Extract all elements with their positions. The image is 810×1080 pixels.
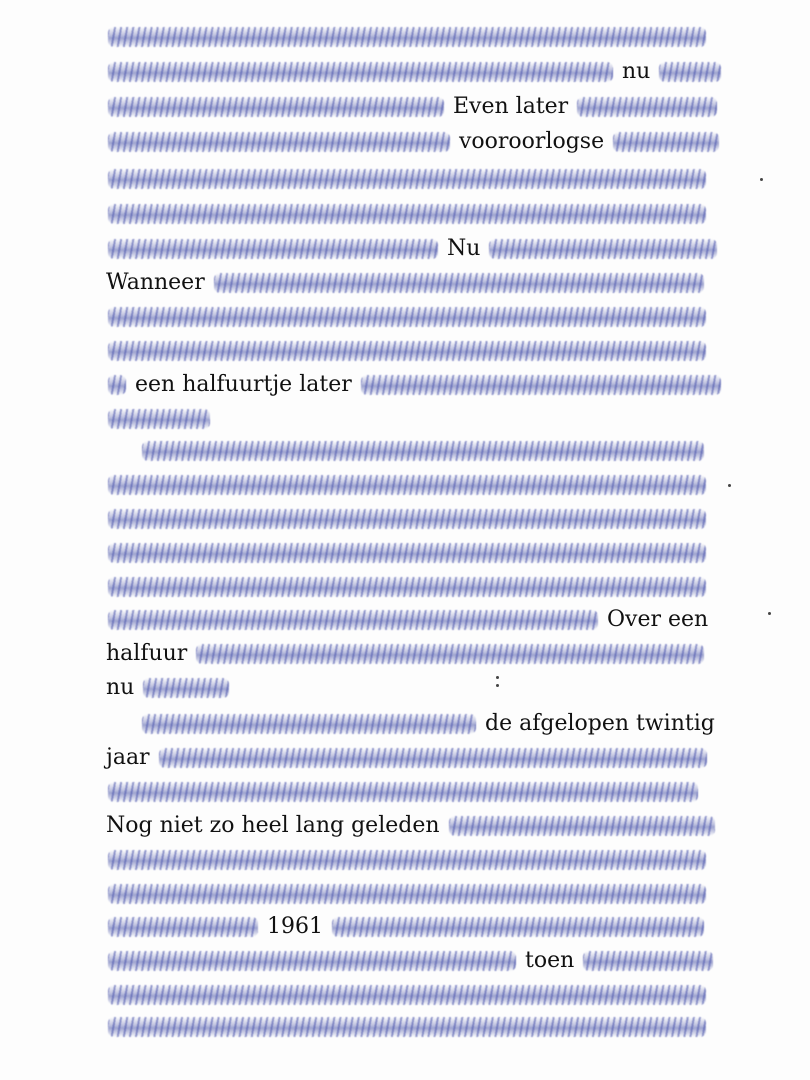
text-line bbox=[106, 603, 708, 637]
speck bbox=[496, 684, 499, 687]
blotted-text bbox=[449, 816, 715, 836]
blotted-text bbox=[577, 97, 717, 117]
blotted-text bbox=[659, 62, 721, 82]
text-line bbox=[106, 125, 721, 159]
blotted-text bbox=[108, 62, 613, 82]
text-line bbox=[106, 944, 715, 978]
blotted-text bbox=[332, 917, 704, 937]
blotted-text bbox=[108, 850, 706, 870]
visible-word: Nu bbox=[447, 236, 481, 261]
blotted-text bbox=[108, 1017, 706, 1037]
blotted-text bbox=[108, 341, 706, 361]
text-line bbox=[106, 502, 708, 536]
visible-word: jaar bbox=[106, 745, 150, 770]
blotted-text bbox=[108, 239, 438, 259]
blotted-text bbox=[108, 375, 126, 395]
speck bbox=[728, 484, 731, 487]
visible-word: halfuur bbox=[106, 641, 188, 666]
text-line bbox=[106, 334, 708, 368]
text-line bbox=[106, 741, 709, 775]
text-line bbox=[106, 877, 708, 911]
visible-word: toen bbox=[525, 948, 575, 973]
text-line bbox=[140, 434, 706, 468]
speck bbox=[768, 612, 771, 615]
blotted-text bbox=[108, 307, 706, 327]
blotted-text bbox=[108, 610, 598, 630]
text-line bbox=[106, 536, 708, 570]
blotted-text bbox=[214, 273, 704, 293]
blotted-text bbox=[108, 409, 210, 429]
text-line bbox=[106, 20, 708, 54]
blotted-text bbox=[108, 509, 706, 529]
blotted-text bbox=[108, 543, 706, 563]
text-line bbox=[106, 266, 706, 300]
blotted-text bbox=[143, 678, 229, 698]
blotted-text bbox=[108, 169, 706, 189]
text-line bbox=[106, 162, 708, 196]
text-line bbox=[106, 232, 719, 266]
blotted-text bbox=[361, 375, 721, 395]
blotted-text bbox=[108, 27, 706, 47]
text-line bbox=[106, 671, 231, 705]
visible-word: nu bbox=[622, 59, 651, 84]
text-line bbox=[106, 300, 708, 334]
text-line bbox=[106, 978, 708, 1012]
visible-word: Nog niet zo heel lang geleden bbox=[106, 813, 440, 838]
text-line bbox=[106, 90, 719, 124]
visible-word: nu bbox=[106, 675, 135, 700]
blotted-text bbox=[108, 917, 258, 937]
text-line bbox=[106, 775, 700, 809]
blotted-text bbox=[613, 132, 719, 152]
blotted-text bbox=[108, 204, 706, 224]
text-line bbox=[106, 1010, 708, 1044]
blotted-text bbox=[142, 714, 476, 734]
text-line bbox=[140, 707, 715, 741]
blotted-text bbox=[583, 951, 713, 971]
speck bbox=[496, 676, 499, 679]
blotted-text bbox=[108, 475, 706, 495]
blotted-text bbox=[108, 577, 706, 597]
visible-word: Even later bbox=[453, 94, 569, 119]
blotted-text bbox=[196, 644, 704, 664]
text-line bbox=[106, 468, 708, 502]
visible-word: Over een bbox=[607, 607, 709, 632]
text-line bbox=[106, 368, 723, 402]
blotted-text bbox=[108, 884, 706, 904]
visible-word: vooroorlogse bbox=[459, 129, 605, 154]
text-line bbox=[106, 55, 723, 89]
blotted-text bbox=[489, 239, 717, 259]
visible-word: 1961 bbox=[267, 914, 323, 939]
blotted-text bbox=[108, 951, 516, 971]
blotted-text bbox=[159, 748, 707, 768]
text-line bbox=[106, 910, 706, 944]
text-line bbox=[106, 637, 706, 671]
speck bbox=[760, 178, 763, 181]
text-line bbox=[106, 570, 708, 604]
text-line bbox=[106, 402, 212, 436]
text-line bbox=[106, 809, 717, 843]
blotted-text bbox=[108, 782, 698, 802]
visible-word: een halfuurtje later bbox=[135, 372, 352, 397]
blotted-text bbox=[142, 441, 704, 461]
blotted-text bbox=[108, 985, 706, 1005]
blotted-text bbox=[108, 132, 450, 152]
blotted-text bbox=[108, 97, 444, 117]
visible-word: de afgelopen twintig bbox=[485, 711, 715, 736]
visible-word: Wanneer bbox=[106, 270, 205, 295]
text-line bbox=[106, 197, 708, 231]
text-line bbox=[106, 843, 708, 877]
